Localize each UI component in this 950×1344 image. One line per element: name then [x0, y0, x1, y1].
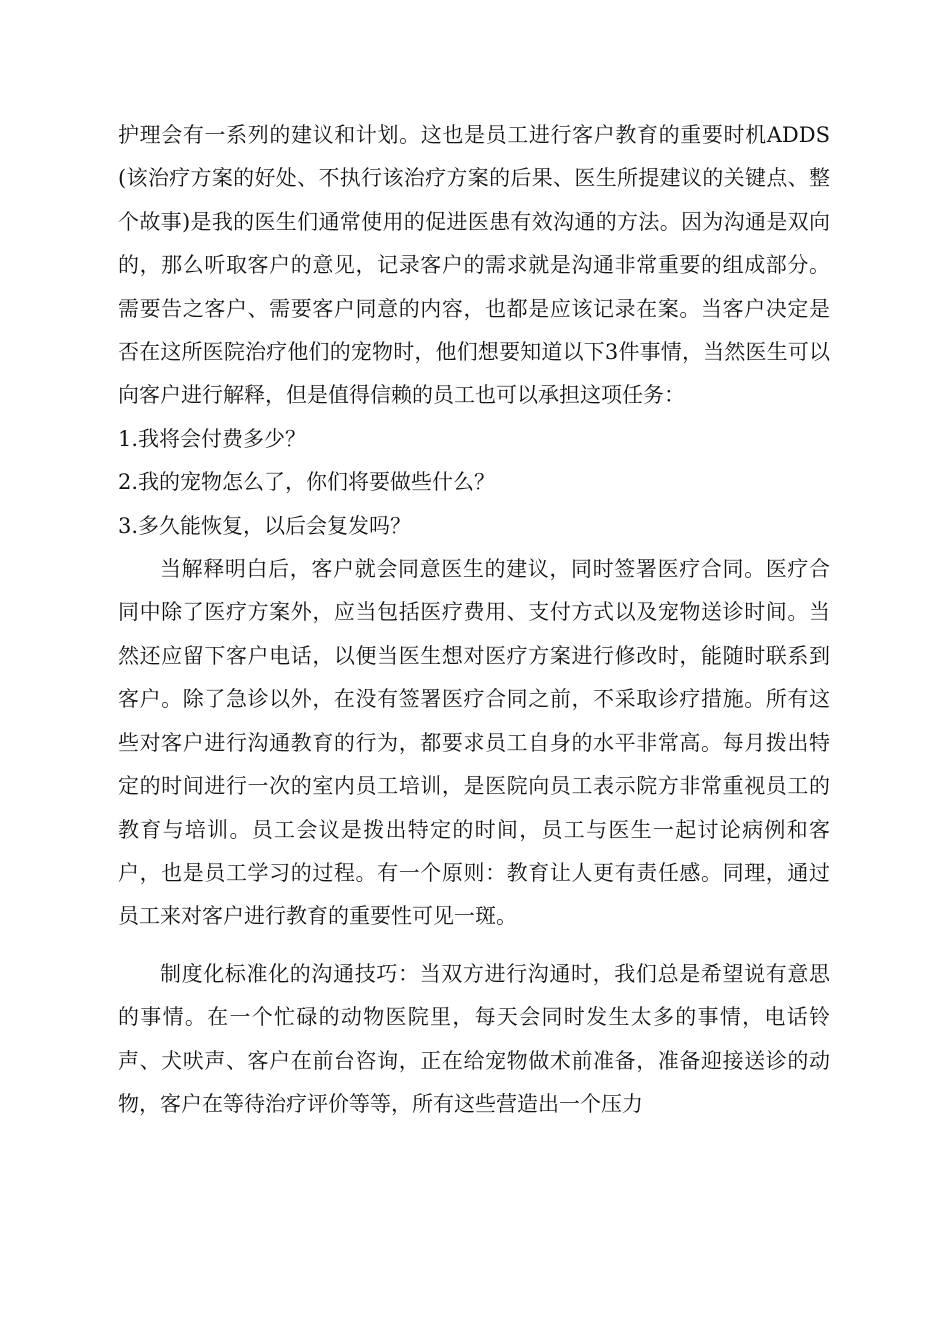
paragraph-communication-skills: 制度化标准化的沟通技巧：当双方进行沟通时，我们总是希望说有意思的事情。在一个忙碌的动物医院里，每天会同时发生太多的事情，电话铃声、犬吠声、客户在前台咨询，正在给宠物做术前准备，准备迎接送诊的动物，客户在等待治疗评价等等，所有这些营造出一个压力	[118, 961, 830, 1116]
paragraph-medical-contract: 当解释明白后，客户就会同意医生的建议，同时签署医疗合同。医疗合同中除了医疗方案外，应当包括医疗费用、支付方式以及宠物送诊时间。当然还应留下客户电话，以便当医生想对医疗方案进行修改时，能随时联系到客户。除了急诊以外，在没有签署医疗合同之前，不采取诊疗措施。所有这些对客户进行沟通教育的行为，都要求员工自身的水平非常高。每月拨出特定的时间进行一次的室内员工培训，是医院向员工表示院方非常重视员工的教育与培训。员工会议是拨出特定的时间，员工与医生一起讨论病例和客户，也是员工学习的过程。有一个原则：教育让人更有责任感。同理，通过员工来对客户进行教育的重要性可见一斑。	[118, 557, 830, 929]
list-item-cost: 1.我将会付费多少？	[118, 426, 307, 451]
list-item-recovery: 3.多久能恢复，以后会复发吗？	[118, 513, 412, 538]
paragraph-adds-method: 护理会有一系列的建议和计划。这也是员工进行客户教育的重要时机ADDS(该治疗方案的好处、不执行该治疗方案的后果、医生所提建议的关键点、整个故事)是我的医生们通常使用的促进医患有效沟通的方法。因为沟通是双向的，那么听取客户的意见，记录客户的需求就是沟通非常重要的组成部分。需要告之客户、需要客户同意的内容，也都是应该记录在案。当客户决定是否在这所医院治疗他们的宠物时，他们想要知道以下3件事情，当然医生可以向客户进行解释，但是值得信赖的员工也可以承担这项任务：	[118, 123, 830, 408]
list-item-diagnosis: 2.我的宠物怎么了，你们将要做些什么？	[118, 470, 496, 495]
document-body	[118, 114, 830, 1126]
